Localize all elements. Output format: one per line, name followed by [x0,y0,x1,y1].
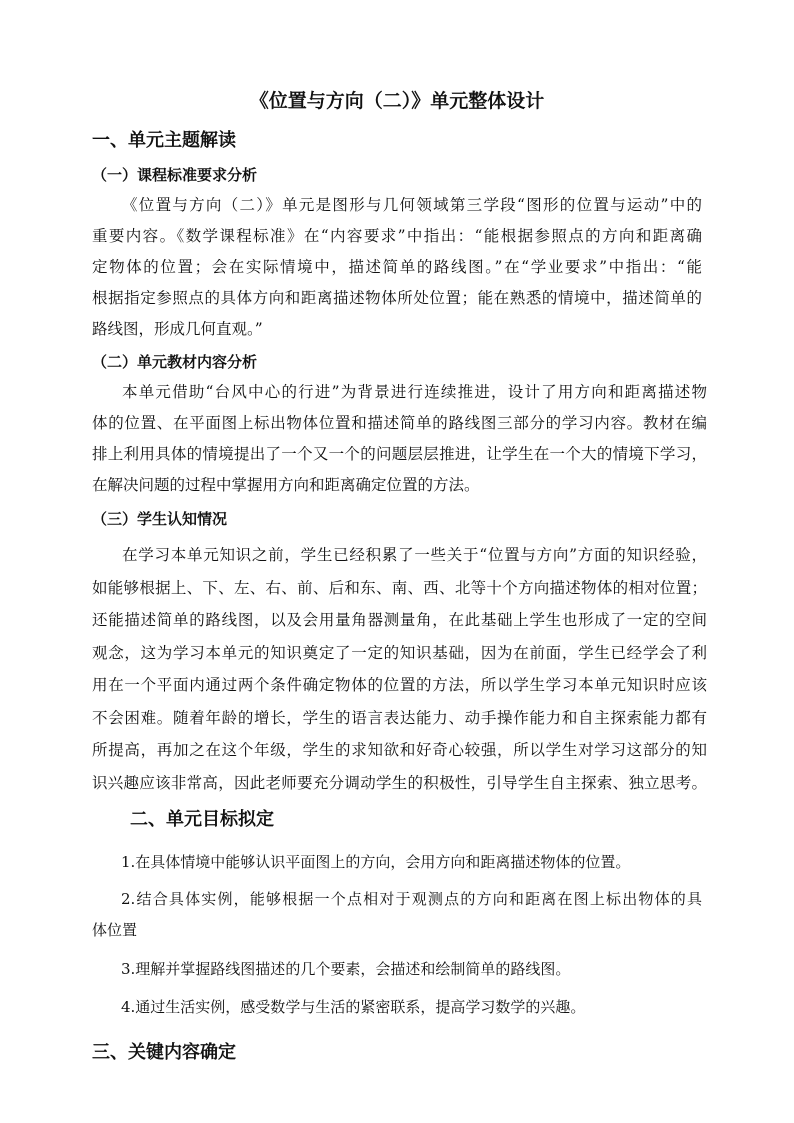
objective-item-2-continued: 体位置 [92,921,138,939]
section-heading-1: 一、单元主题解读 [92,130,236,151]
objective-item-3: 3.理解并掌握路线图描述的几个要素，会描述和绘制简单的路线图。 [121,960,571,978]
paragraph-line: 本单元借助“台风中心的行进”为背景进行连续推进，设计了用方向和距离描述物 [122,383,707,401]
paragraph-line: 路线图，形成几何直观。” [92,320,263,338]
paragraph-line: 体的位置、在平面图上标出物体位置和描述简单的路线图三部分的学习内容。教材在编 [92,414,707,432]
paragraph-line: 根据指定参照点的具体方向和距离描述物体所处位置；能在熟悉的情境中，描述简单的 [92,289,702,307]
paragraph-line: 观念，这为学习本单元的知识奠定了一定的知识基础，因为在前面，学生已经学会了利 [92,643,707,662]
paragraph-content-analysis [92,377,707,501]
paragraph-line: 在解决问题的过程中掌握用方向和距离确定位置的方法。 [92,476,480,494]
paragraph-line: 识兴趣应该非常高，因此老师要充分调动学生的积极性，引导学生自主探索、独立思考。 [92,773,707,792]
paragraph-line: 重要内容。《数学课程标准》在“内容要求”中指出：“能根据参照点的方向和距离确 [92,227,702,245]
paragraph-line: 《位置与方向（二）》单元是图形与几何领域第三学段“图形的位置与运动”中的 [122,196,702,214]
section-heading-3: 三、关键内容确定 [92,1042,236,1063]
subsection-heading-1: （一）课程标准要求分析 [92,166,258,184]
page-title: 《位置与方向（二）》单元整体设计 [249,90,545,112]
paragraph-line: 排上利用具体的情境提出了一个又一个的问题层层推进，让学生在一个大的情境下学习， [92,445,707,463]
objective-item-2 [121,888,702,909]
paragraph-line: 所提高，再加之在这个年级，学生的求知欲和好奇心较强，所以学生对学习这部分的知 [92,741,707,759]
paragraph-line: 如能够根据上、下、左、右、前、后和东、南、西、北等十个方向描述物体的相对位置； [92,578,707,597]
paragraph-line: 定物体的位置；会在实际情境中，描述简单的路线图。”在“学业要求”中指出：“能 [92,258,702,276]
section-heading-2: 二、单元目标拟定 [130,809,274,830]
paragraph-line: 用在一个平面内通过两个条件确定物体的位置的方法，所以学生学习本单元知识时应该 [92,676,707,694]
paragraph-line: 不会困难。随着年龄的增长，学生的语言表达能力、动手操作能力和自主探索能力都有 [92,708,707,727]
subsection-heading-2: （二）单元教材内容分析 [92,353,258,371]
objective-item-2-line: 2.结合具体实例，能够根据一个点相对于观测点的方向和距离在图上标出物体的具 [121,890,702,908]
objective-item-1: 1.在具体情境中能够认识平面图上的方向，会用方向和距离描述物体的位置。 [121,853,631,871]
paragraph-line: 还能描述简单的路线图，以及会用量角器测量角，在此基础上学生也形成了一定的空间 [92,611,707,629]
objective-item-4: 4.通过生活实例，感受数学与生活的紧密联系，提高学习数学的兴趣。 [121,998,586,1016]
subsection-heading-3: （三）学生认知情况 [92,510,228,528]
paragraph-line: 在学习本单元知识之前，学生已经积累了一些关于“位置与方向”方面的知识经验， [122,546,707,564]
paragraph-student-cognition [92,539,707,799]
paragraph-course-standard [92,190,702,345]
